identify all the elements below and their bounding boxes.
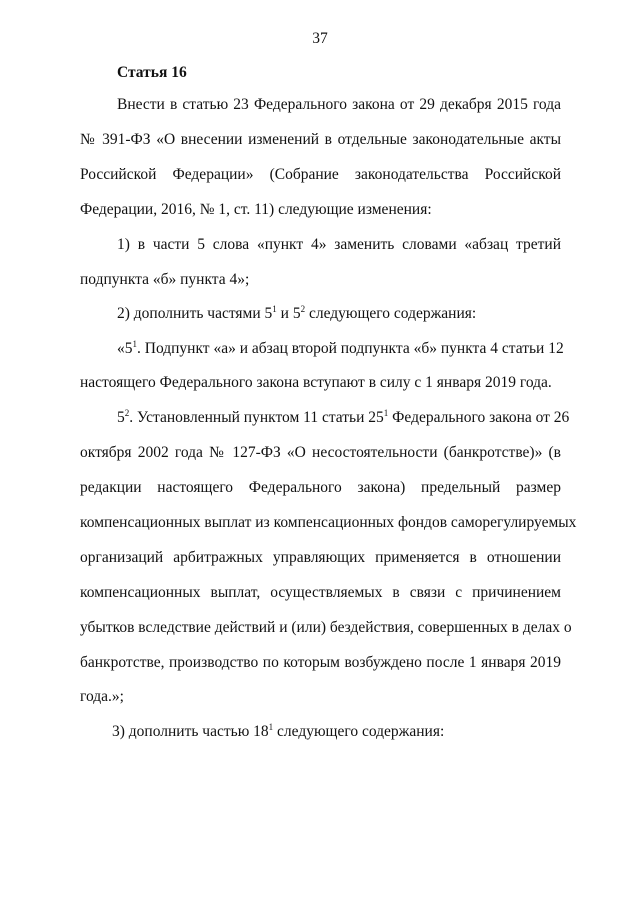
body-line: года.»; [80,688,124,705]
text-span: 2) дополнить частями 5 [117,305,273,322]
body-line: Внести в статью 23 Федерального закона от 29 декабря 2015 года [117,96,561,113]
text-span: следующего содержания: [273,723,445,740]
body-line: октября 2002 года № 127-ФЗ «О несостоятельности (банкротстве)» (в [80,444,561,461]
superscript: 1 [272,304,277,314]
superscript: 1 [132,339,137,349]
body-line: Федерации, 2016, № 1, ст. 11) следующие изменения: [80,201,432,218]
text-span: и 5 [276,305,301,322]
text-span: 5 [117,409,125,426]
text-span: . Подпункт «а» и абзац второй подпункта «б» пункта 4 статьи 12 [137,340,564,357]
superscript: 1 [268,722,274,732]
body-line: подпункта «б» пункта 4»; [80,271,250,288]
superscript: 2 [124,408,130,418]
body-line: Российской Федерации» (Собрание законодательства Российской [80,166,561,183]
body-line: банкротстве, производство по которым возбуждено после 1 января 2019 [80,654,561,671]
body-line: редакции настоящего Федерального закона) предельный размер [80,479,561,496]
superscript: 2 [300,304,306,314]
body-line: компенсационных выплат, осуществляемых в связи с причинением [80,584,561,601]
body-line [117,408,570,427]
body-line [112,723,561,741]
body-line [117,305,561,323]
body-line: убытков вследствие действий и (или) бездействия, совершенных в делах о [80,619,572,636]
superscript: 1 [383,408,389,418]
text-span: Федерального закона от 26 [388,409,570,426]
text-span: 3) дополнить частью 18 [112,723,269,740]
text-span: . Установленный пунктом 11 статьи 25 [129,409,384,426]
text-span: следующего содержания: [305,305,477,322]
body-line: организаций арбитражных управляющих применяется в отношении [80,549,561,566]
body-line: № 391-ФЗ «О внесении изменений в отдельные законодательные акты [80,131,561,148]
body-line: настоящего Федерального закона вступают в силу с 1 января 2019 года. [80,374,552,391]
article-heading: Статья 16 [117,64,187,81]
body-line: 1) в части 5 слова «пункт 4» заменить словами «абзац третий [117,236,561,253]
body-line [117,339,564,358]
text-span: «5 [117,340,133,357]
page-number: 37 [312,30,328,47]
body-line: компенсационных выплат из компенсационных фондов саморегулируемых [80,514,577,531]
